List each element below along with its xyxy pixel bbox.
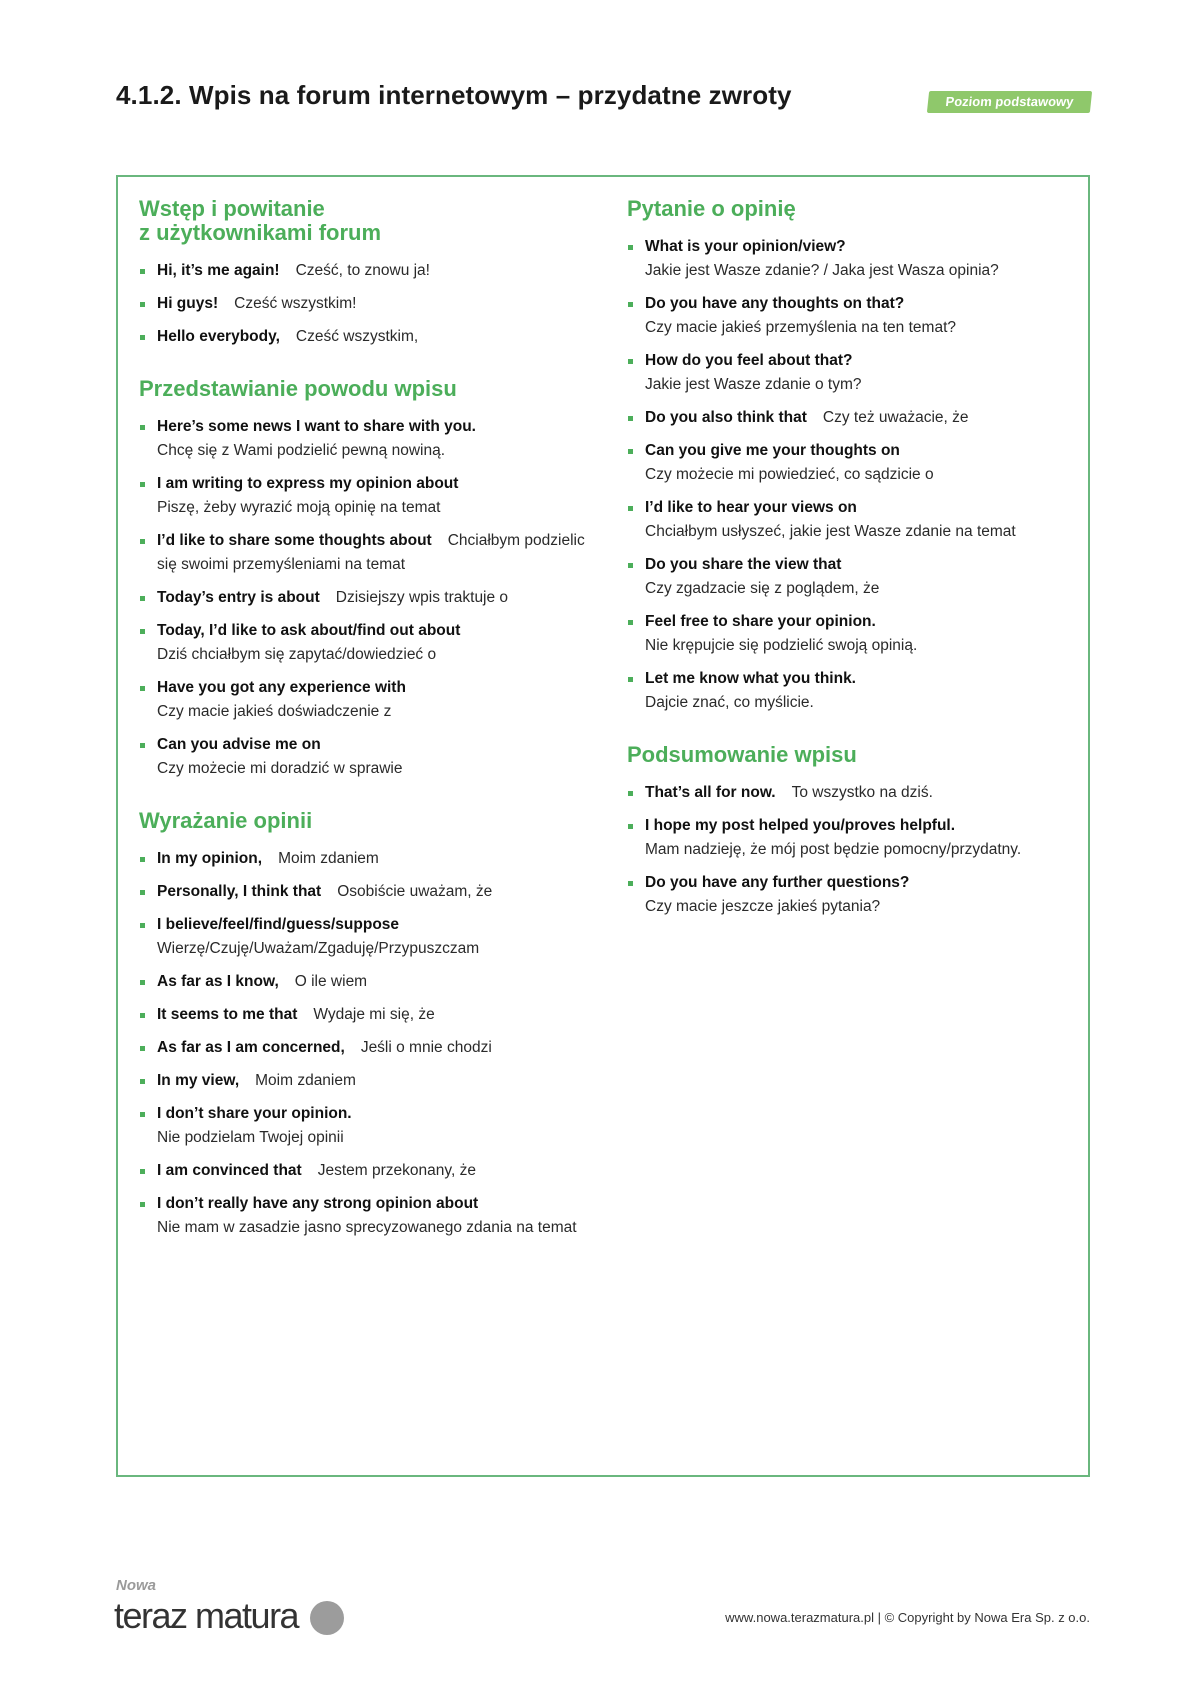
english-phrase: I don’t really have any strong opinion about xyxy=(157,1195,479,1212)
phrase-item xyxy=(139,970,599,994)
polish-translation: Cześć wszystkim, xyxy=(295,328,419,345)
bullet-icon xyxy=(140,686,145,691)
section-title xyxy=(627,743,1072,767)
bullet-icon xyxy=(628,677,633,682)
polish-translation: Cześć, to znowu ja! xyxy=(295,262,430,279)
polish-translation: Czy macie jakieś przemyślenia na ten temat? xyxy=(645,319,956,336)
english-phrase: I hope my post helped you/proves helpful. xyxy=(645,817,956,834)
bullet-icon xyxy=(140,425,145,430)
english-phrase: Do you also think that xyxy=(645,409,807,426)
section xyxy=(627,743,1072,919)
phrase-list xyxy=(139,847,599,1240)
bullet-icon xyxy=(140,1112,145,1117)
phrase-item xyxy=(139,1192,599,1240)
phrase-list xyxy=(139,415,599,781)
bullet-icon xyxy=(140,857,145,862)
phrase-item xyxy=(139,472,599,520)
section xyxy=(139,377,599,781)
bullet-icon xyxy=(140,629,145,634)
page-title: 4.1.2. Wpis na forum internetowym – przydatne zwroty xyxy=(116,80,792,110)
english-phrase: Feel free to share your opinion. xyxy=(645,613,876,630)
polish-translation: Mam nadzieję, że mój post będzie pomocny/przydatny. xyxy=(645,841,1022,858)
polish-translation: Wierzę/Czuję/Uważam/Zgaduję/Przypuszczam xyxy=(157,940,480,957)
phrases-box xyxy=(116,175,1090,1477)
polish-translation: Osobiście uważam, że xyxy=(337,883,493,900)
phrase-item xyxy=(627,406,1072,430)
footer-copyright: www.nowa.terazmatura.pl | © Copyright by Nowa Era Sp. z o.o. xyxy=(725,1610,1090,1625)
phrase-item xyxy=(139,586,599,610)
english-phrase: Let me know what you think. xyxy=(645,670,856,687)
english-phrase: Do you share the view that xyxy=(645,556,842,573)
polish-translation: Czy możecie mi doradzić w sprawie xyxy=(157,760,403,777)
polish-translation: Czy macie jakieś doświadczenie z xyxy=(157,703,392,720)
english-phrase: What is your opinion/view? xyxy=(645,238,846,255)
section xyxy=(139,197,599,349)
phrase-item xyxy=(627,610,1072,658)
english-phrase: Hello everybody, xyxy=(157,328,280,345)
section-title-line: Pytanie o opinię xyxy=(627,196,796,221)
english-phrase: That’s all for now. xyxy=(645,784,776,801)
phrase-item xyxy=(139,880,599,904)
section-title xyxy=(139,377,599,401)
section-title-line: Podsumowanie wpisu xyxy=(627,742,857,767)
polish-translation: Czy macie jeszcze jakieś pytania? xyxy=(645,898,881,915)
polish-translation: Dziś chciałbym się zapytać/dowiedzieć o xyxy=(157,646,437,663)
bullet-icon xyxy=(628,245,633,250)
polish-translation: Jestem przekonany, że xyxy=(317,1162,476,1179)
bullet-icon xyxy=(628,881,633,886)
english-phrase: Do you have any further questions? xyxy=(645,874,910,891)
bullet-icon xyxy=(140,1169,145,1174)
english-phrase: I don’t share your opinion. xyxy=(157,1105,352,1122)
right-column xyxy=(627,197,1072,947)
polish-translation: Nie podzielam Twojej opinii xyxy=(157,1129,344,1146)
bullet-icon xyxy=(628,506,633,511)
phrase-item xyxy=(139,847,599,871)
bullet-icon xyxy=(628,824,633,829)
phrase-item xyxy=(627,553,1072,601)
bullet-icon xyxy=(628,302,633,307)
polish-translation: Czy możecie mi powiedzieć, co sądzicie o xyxy=(645,466,934,483)
bullet-icon xyxy=(140,302,145,307)
phrase-item xyxy=(139,913,599,961)
phrase-item xyxy=(627,871,1072,919)
phrase-item xyxy=(139,1102,599,1150)
section-title xyxy=(627,197,1072,221)
bullet-icon xyxy=(140,980,145,985)
section xyxy=(139,809,599,1240)
english-phrase: I’d like to hear your views on xyxy=(645,499,857,516)
phrase-item xyxy=(139,292,599,316)
bullet-icon xyxy=(628,563,633,568)
polish-translation: Moim zdaniem xyxy=(278,850,379,867)
bullet-icon xyxy=(628,449,633,454)
english-phrase: Personally, I think that xyxy=(157,883,322,900)
logo-main-text: teraz matura xyxy=(114,1595,299,1636)
phrase-item xyxy=(627,439,1072,487)
polish-translation: Cześć wszystkim! xyxy=(234,295,357,312)
polish-translation: Czy zgadzacie się z poglądem, że xyxy=(645,580,880,597)
phrase-item xyxy=(139,1003,599,1027)
bullet-icon xyxy=(140,743,145,748)
logo-small-text: Nowa xyxy=(116,1577,157,1594)
phrase-item xyxy=(139,325,599,349)
polish-translation: Nie mam w zasadzie jasno sprecyzowanego zdania na temat xyxy=(157,1219,577,1236)
bullet-icon xyxy=(140,482,145,487)
bullet-icon xyxy=(140,1046,145,1051)
english-phrase: I am writing to express my opinion about xyxy=(157,475,459,492)
polish-translation: Jakie jest Wasze zdanie o tym? xyxy=(645,376,862,393)
phrase-item xyxy=(139,259,599,283)
english-phrase: How do you feel about that? xyxy=(645,352,853,369)
bullet-icon xyxy=(628,620,633,625)
phrase-item xyxy=(139,529,599,577)
section-title-line: Wstęp i powitanie xyxy=(139,196,325,221)
english-phrase: Have you got any experience with xyxy=(157,679,406,696)
english-phrase: It seems to me that xyxy=(157,1006,298,1023)
english-phrase: Hi, it’s me again! xyxy=(157,262,280,279)
phrase-item xyxy=(139,733,599,781)
english-phrase: I believe/feel/find/guess/suppose xyxy=(157,916,400,933)
english-phrase: In my opinion, xyxy=(157,850,263,867)
lightbulb-icon xyxy=(310,1601,344,1635)
level-badge: Poziom podstawowy xyxy=(927,91,1092,113)
phrase-list xyxy=(627,235,1072,715)
english-phrase: Today, I’d like to ask about/find out about xyxy=(157,622,461,639)
english-phrase: As far as I am concerned, xyxy=(157,1039,345,1056)
english-phrase: Hi guys! xyxy=(157,295,219,312)
phrase-item xyxy=(627,667,1072,715)
phrase-list xyxy=(139,259,599,349)
phrase-item xyxy=(627,235,1072,283)
bullet-icon xyxy=(140,890,145,895)
polish-translation: Piszę, żeby wyrazić moją opinię na temat xyxy=(157,499,441,516)
section-title xyxy=(139,197,599,245)
polish-translation: Jakie jest Wasze zdanie? / Jaka jest Wasza opinia? xyxy=(645,262,999,279)
bullet-icon xyxy=(140,923,145,928)
english-phrase: I am convinced that xyxy=(157,1162,302,1179)
logo xyxy=(114,1577,354,1637)
english-phrase: Can you advise me on xyxy=(157,736,321,753)
polish-translation: Dzisiejszy wpis traktuje o xyxy=(335,589,509,606)
polish-translation: Nie krępujcie się podzielić swoją opinią. xyxy=(645,637,918,654)
english-phrase: Can you give me your thoughts on xyxy=(645,442,900,459)
phrase-item xyxy=(139,1159,599,1183)
english-phrase: Today’s entry is about xyxy=(157,589,320,606)
bullet-icon xyxy=(628,416,633,421)
english-phrase: In my view, xyxy=(157,1072,240,1089)
bullet-icon xyxy=(140,1079,145,1084)
bullet-icon xyxy=(140,596,145,601)
polish-translation: Dajcie znać, co myślicie. xyxy=(645,694,814,711)
polish-translation: Chciałbym usłyszeć, jakie jest Wasze zdanie na temat xyxy=(645,523,1016,540)
english-phrase: Here’s some news I want to share with you. xyxy=(157,418,476,435)
polish-translation: Czy też uważacie, że xyxy=(822,409,969,426)
phrase-list xyxy=(627,781,1072,919)
polish-translation: Chciałbym podzielic się swoimi przemyśleniami na temat xyxy=(157,532,585,573)
section-title xyxy=(139,809,599,833)
phrase-item xyxy=(139,415,599,463)
section-title-line: Przedstawianie powodu wpisu xyxy=(139,376,457,401)
phrase-item xyxy=(627,781,1072,805)
left-column xyxy=(139,197,599,1268)
english-phrase: I’d like to share some thoughts about xyxy=(157,532,432,549)
phrase-item xyxy=(139,619,599,667)
polish-translation: Moim zdaniem xyxy=(255,1072,356,1089)
phrase-item xyxy=(627,349,1072,397)
bullet-icon xyxy=(140,539,145,544)
phrase-item xyxy=(139,676,599,724)
phrase-item xyxy=(627,292,1072,340)
polish-translation: Chcę się z Wami podzielić pewną nowiną. xyxy=(157,442,446,459)
bullet-icon xyxy=(140,335,145,340)
bullet-icon xyxy=(140,269,145,274)
section-title-line: z użytkownikami forum xyxy=(139,220,382,245)
english-phrase: Do you have any thoughts on that? xyxy=(645,295,905,312)
bullet-icon xyxy=(140,1013,145,1018)
phrase-item xyxy=(139,1069,599,1093)
english-phrase: As far as I know, xyxy=(157,973,279,990)
polish-translation: To wszystko na dziś. xyxy=(791,784,933,801)
phrase-item xyxy=(139,1036,599,1060)
bullet-icon xyxy=(140,1202,145,1207)
polish-translation: Jeśli o mnie chodzi xyxy=(360,1039,492,1056)
polish-translation: O ile wiem xyxy=(294,973,368,990)
phrase-item xyxy=(627,496,1072,544)
section-title-line: Wyrażanie opinii xyxy=(139,808,313,833)
bullet-icon xyxy=(628,359,633,364)
polish-translation: Wydaje mi się, że xyxy=(313,1006,435,1023)
section xyxy=(627,197,1072,715)
phrase-item xyxy=(627,814,1072,862)
bullet-icon xyxy=(628,791,633,796)
